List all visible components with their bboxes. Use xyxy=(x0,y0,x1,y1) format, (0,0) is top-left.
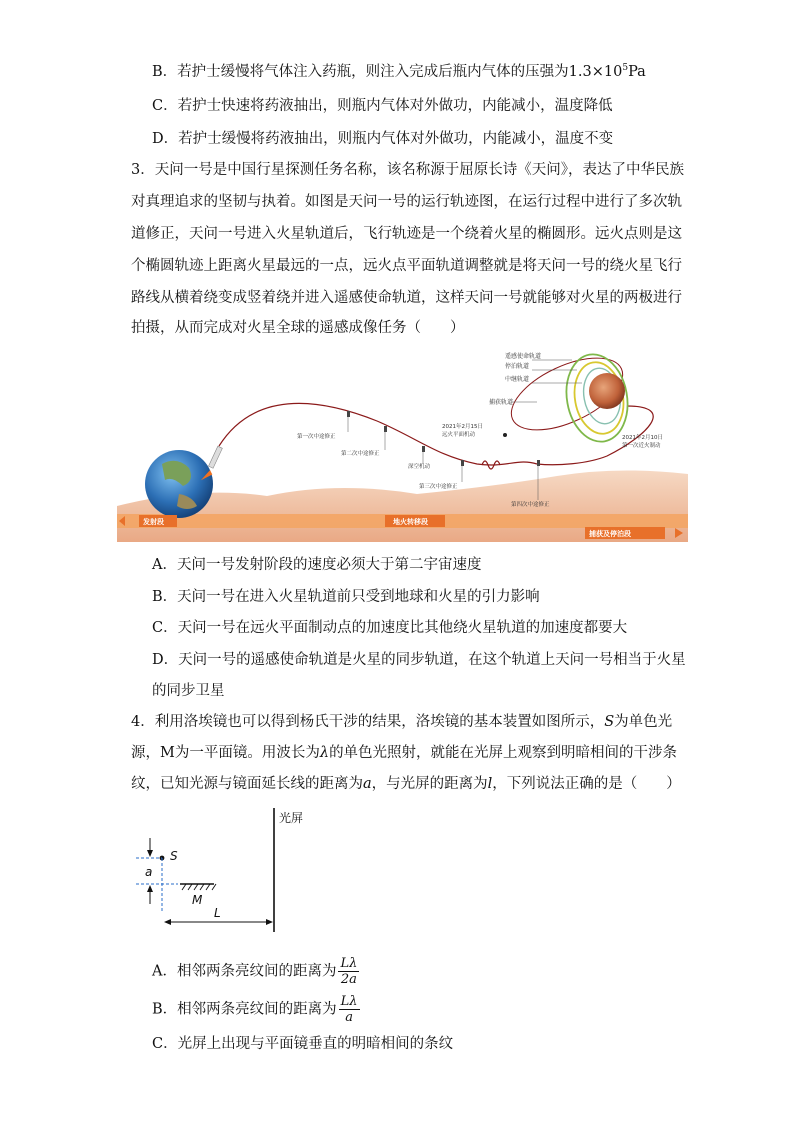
q3-stem-line: 路线从横着绕变成竖着绕并进入遥感使命轨道，这样天问一号就能够对火星的两极进行 xyxy=(131,290,682,306)
label-L: L xyxy=(214,906,221,920)
q3-option-c: C．天问一号在远火平面制动点的加速度比其他绕火星轨道的加速度都要大 xyxy=(152,620,628,636)
q3-option-a: A．天问一号发射阶段的速度必须大于第二宇宙速度 xyxy=(152,557,482,573)
q4-stem-line: 4．利用洛埃镜也可以得到杨氏干涉的结果，洛埃镜的基本装置如图所示，S为单色光 xyxy=(131,714,673,730)
earth-globe xyxy=(145,450,213,518)
q4-option-b: B．相邻两条亮纹间的距离为 $\frac{L\lambda}{a}$ xyxy=(152,994,358,1025)
q2-option-d: D．若护士缓慢将药液抽出，则瓶内气体对外做功，内能减小，温度不变 xyxy=(152,131,614,147)
label-tcm2: 第二次中途修正 xyxy=(341,451,380,457)
label-remote-orbit: 遥感使命轨道 xyxy=(505,353,542,360)
label-band-capture: 捕获及停泊段 xyxy=(589,530,631,538)
label-tcm4: 第四次中途修正 xyxy=(511,502,550,508)
label-band-transfer: 地火转移段 xyxy=(393,518,428,526)
label-band-launch: 发射段 xyxy=(143,518,164,526)
q4-stem-line: 源，M为一平面镜。用波长为λ的单色光照射，就能在光屏上观察到明暗相间的干涉条 xyxy=(131,745,678,761)
mars-globe xyxy=(589,373,625,409)
label-mirror: M xyxy=(192,893,203,907)
label-a: a xyxy=(145,865,153,879)
label-parking-orbit: 停泊轨道 xyxy=(505,363,530,370)
q4-stem-line: 纹，已知光源与镜面延长线的距离为a，与光屏的距离为l，下列说法正确的是（ ） xyxy=(131,776,681,792)
lloyds-mirror-figure xyxy=(128,800,328,940)
label-relay-orbit: 中继轨道 xyxy=(505,376,530,383)
label-deep-space: 深空机动 xyxy=(408,464,431,470)
q3-option-b: B．天问一号在进入火星轨道前只受到地球和火星的引力影响 xyxy=(152,589,540,605)
label-brake-event: 第一次近火制动 xyxy=(622,443,661,449)
q3-stem-line: 3．天问一号是中国行星探测任务名称，该名称源于屈原长诗《天问》，表达了中华民族 xyxy=(131,162,684,178)
tianwen-trajectory-figure xyxy=(117,346,688,542)
q2-option-b: B．若护士缓慢将气体注入药瓶，则注入完成后瓶内气体的压强为$1.3\times 10^5Pa$ xyxy=(152,63,646,80)
q3-stem-line: 道修正，天问一号进入火星轨道后，飞行轨迹是一个绕着火星的椭圆形。远火点则是这 xyxy=(131,226,682,242)
label-source: S xyxy=(170,849,178,863)
label-plane-date: 2021年2月15日 xyxy=(442,424,483,430)
q3-option-d: D．天问一号的遥感使命轨道是火星的同步轨道，在这个轨道上天问一号相当于火星 xyxy=(152,652,686,668)
q3-stem-line: 对真理追求的坚韧与执着。如图是天问一号的运行轨迹图，在运行过程中进行了多次轨 xyxy=(131,194,682,210)
q2-option-c: C．若护士快速将药液抽出，则瓶内气体对外做功，内能减小，温度降低 xyxy=(152,98,613,114)
label-tcm3: 第三次中途修正 xyxy=(419,484,458,490)
q4-option-a: A．相邻两条亮纹间的距离为 $\frac{L\lambda}{2a}$ xyxy=(152,956,358,987)
label-tcm1: 第一次中途修正 xyxy=(297,434,336,440)
label-plane-event: 远火平面机动 xyxy=(442,432,476,438)
label-brake-date: 2021年2月10日 xyxy=(622,435,663,441)
label-screen: 光屏 xyxy=(279,811,304,825)
q4-option-c: C．光屏上出现与平面镜垂直的明暗相间的条纹 xyxy=(152,1036,454,1052)
label-capture-orbit: 捕获轨道 xyxy=(489,399,514,406)
q3-option-d-cont: 的同步卫星 xyxy=(152,683,225,699)
q3-stem-line: 拍摄，从而完成对火星全球的遥感成像任务（ ） xyxy=(131,320,465,336)
q3-stem-line: 个椭圆轨迹上距离火星最远的一点，远火点平面轨道调整就是将天问一号的绕火星飞行 xyxy=(131,258,682,274)
